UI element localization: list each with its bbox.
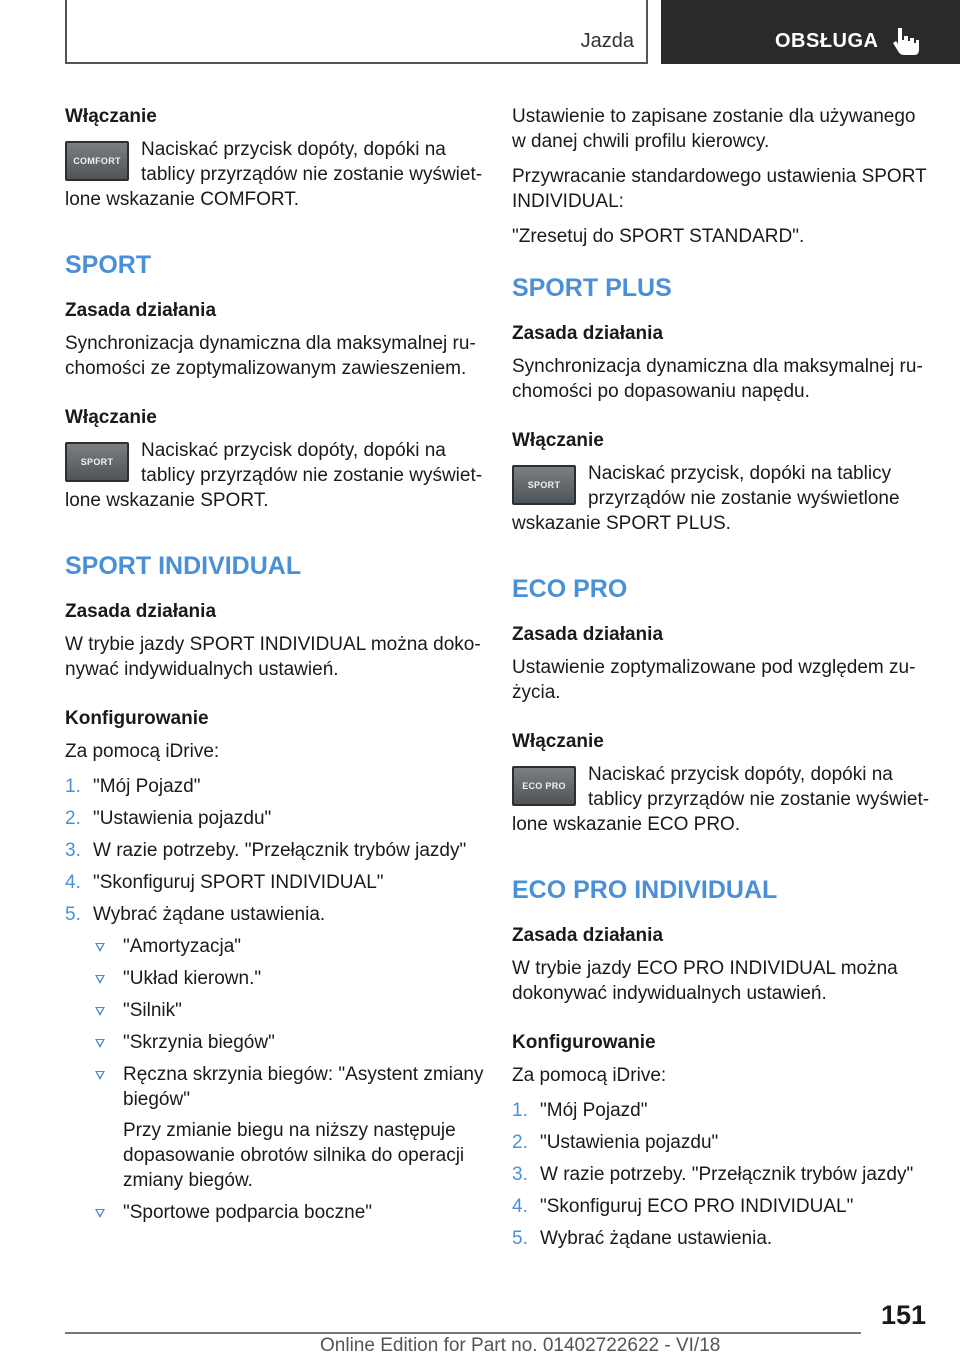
ei-steps-list	[512, 1098, 930, 1251]
heading-eco-pro-individual: ECO PRO INDIVIDUAL	[512, 876, 778, 904]
ei-zasada-text: W trybie jazdy ECO PRO INDIVIDUAL można dokonywać indywidualnych ustawień.	[512, 958, 898, 1004]
footer-edition: Online Edition for Part no. 01402722622 - VI/18	[320, 1335, 721, 1356]
pointing-hand-icon	[892, 26, 920, 56]
eco-pro-text: Naciskać przycisk dopóty, dopóki na tablicy przyrządów nie zostanie wyświetlone wskazanie ECO PRO.	[512, 764, 930, 835]
sub-list-item: "Silnik"	[93, 998, 485, 1023]
sport-button-icon: SPORT	[512, 465, 576, 505]
heading-zasada: Zasada działania	[65, 601, 217, 622]
sport-text: Naciskać przycisk dopóty, dopóki na tablicy przyrządów nie zostanie wyświetlone wskazanie SPORT.	[65, 440, 483, 511]
list-item: 4. "Skonfiguruj SPORT INDIVIDUAL"	[65, 872, 384, 893]
sport-button-icon: SPORT	[65, 442, 129, 482]
si-zasada-text: W trybie jazdy SPORT INDIVIDUAL można dokonywać indywidualnych ustawień.	[65, 634, 481, 680]
triangle-bullet-icon	[95, 1071, 105, 1080]
si-konf-text: Za pomocą iDrive:	[65, 741, 220, 762]
ei-konf-text: Za pomocą iDrive:	[512, 1065, 667, 1086]
heading-wlaczanie: Włączanie	[65, 407, 157, 428]
heading-zasada: Zasada działania	[512, 323, 664, 344]
sub-list-item: "Skrzynia biegów"	[93, 1030, 485, 1055]
eco-pro-button-icon: ECO PRO	[512, 766, 576, 806]
sport-zasada-text: Synchronizacja dynamiczna dla maksymalnej ruchomości ze zoptymalizowanym zawieszeniem.	[65, 333, 476, 379]
reset-intro: Przywracanie standardowego ustawienia SPORT INDIVIDUAL:	[512, 166, 927, 212]
si-steps-list	[65, 774, 485, 927]
list-item: 3. W razie potrzeby. "Przełącznik trybów jazdy"	[65, 840, 467, 861]
si-sub-list	[93, 934, 485, 1225]
heading-wlaczanie: Włączanie	[65, 106, 157, 127]
comfort-text: Naciskać przycisk dopóty, dopóki na tablicy przyrządów nie zostanie wyświetlone wskazanie COMFORT.	[65, 139, 483, 210]
sub-list-item: "Amortyzacja"	[93, 934, 485, 959]
comfort-instruction	[65, 137, 485, 212]
list-item: 1. "Mój Pojazd"	[65, 776, 201, 797]
list-item: 3. W razie potrzeby. "Przełącznik trybów jazdy"	[512, 1164, 914, 1185]
sub-note: Przy zmianie biegu na niższy następuje dopasowanie obrotów silnika do operacji zmiany biegów.	[123, 1120, 465, 1191]
header-section-box	[65, 0, 648, 64]
heading-sport-individual: SPORT INDIVIDUAL	[65, 552, 302, 580]
heading-zasada: Zasada działania	[512, 624, 664, 645]
right-column	[512, 104, 930, 1258]
left-column	[65, 104, 485, 1232]
reset-cmd: "Zresetuj do SPORT STANDARD".	[512, 226, 805, 247]
heading-zasada: Zasada działania	[65, 300, 217, 321]
saved-text: Ustawienie to zapisane zostanie dla używanego w danej chwili profilu kierowcy.	[512, 106, 916, 152]
section-title: Jazda	[580, 30, 634, 52]
sub-list-item: Ręczna skrzynia biegów: "Asystent zmiany biegów" Przy zmianie biegu na niższy następuje dopasowanie obrotów silnika do operacji zmiany biegów.	[93, 1062, 485, 1193]
heading-wlaczanie: Włączanie	[512, 430, 604, 451]
triangle-bullet-icon	[95, 975, 105, 984]
list-item: 2. "Ustawienia pojazdu"	[65, 808, 272, 829]
triangle-bullet-icon	[95, 1209, 105, 1218]
eco-zasada-text: Ustawienie zoptymalizowane pod względem zużycia.	[512, 657, 916, 703]
triangle-bullet-icon	[95, 1007, 105, 1016]
comfort-button-icon: COMFORT	[65, 141, 129, 181]
heading-sport-plus: SPORT PLUS	[512, 274, 672, 302]
heading-konfigurowanie: Konfigurowanie	[512, 1032, 656, 1053]
list-item: 5. Wybrać żądane ustawienia.	[65, 904, 326, 925]
sport-plus-instruction	[512, 461, 930, 536]
list-item: 4. "Skonfiguruj ECO PRO INDIVIDUAL"	[512, 1196, 854, 1217]
list-item: 1. "Mój Pojazd"	[512, 1100, 648, 1121]
footer-divider	[65, 1332, 861, 1334]
heading-zasada: Zasada działania	[512, 925, 664, 946]
list-item: 5. Wybrać żądane ustawienia.	[512, 1228, 773, 1249]
page-number: 151	[880, 1300, 926, 1330]
heading-konfigurowanie: Konfigurowanie	[65, 708, 209, 729]
tab-label: OBSŁUGA	[775, 30, 879, 52]
heading-sport: SPORT	[65, 251, 152, 279]
sport-plus-text: Naciskać przycisk, dopóki na tablicy przyrządów nie zostanie wyświetlone wskazanie SPORT PLUS.	[512, 463, 900, 534]
heading-eco-pro: ECO PRO	[512, 575, 628, 603]
eco-pro-instruction	[512, 762, 930, 837]
triangle-bullet-icon	[95, 1039, 105, 1048]
sp-zasada-text: Synchronizacja dynamiczna dla maksymalnej ruchomości po dopasowaniu napędu.	[512, 356, 923, 402]
list-item: 2. "Ustawienia pojazdu"	[512, 1132, 719, 1153]
heading-wlaczanie: Włączanie	[512, 731, 604, 752]
sub-list-item: "Układ kierown."	[93, 966, 485, 991]
sub-list-item: "Sportowe podparcia boczne"	[93, 1200, 485, 1225]
triangle-bullet-icon	[95, 943, 105, 952]
sport-instruction	[65, 438, 485, 513]
